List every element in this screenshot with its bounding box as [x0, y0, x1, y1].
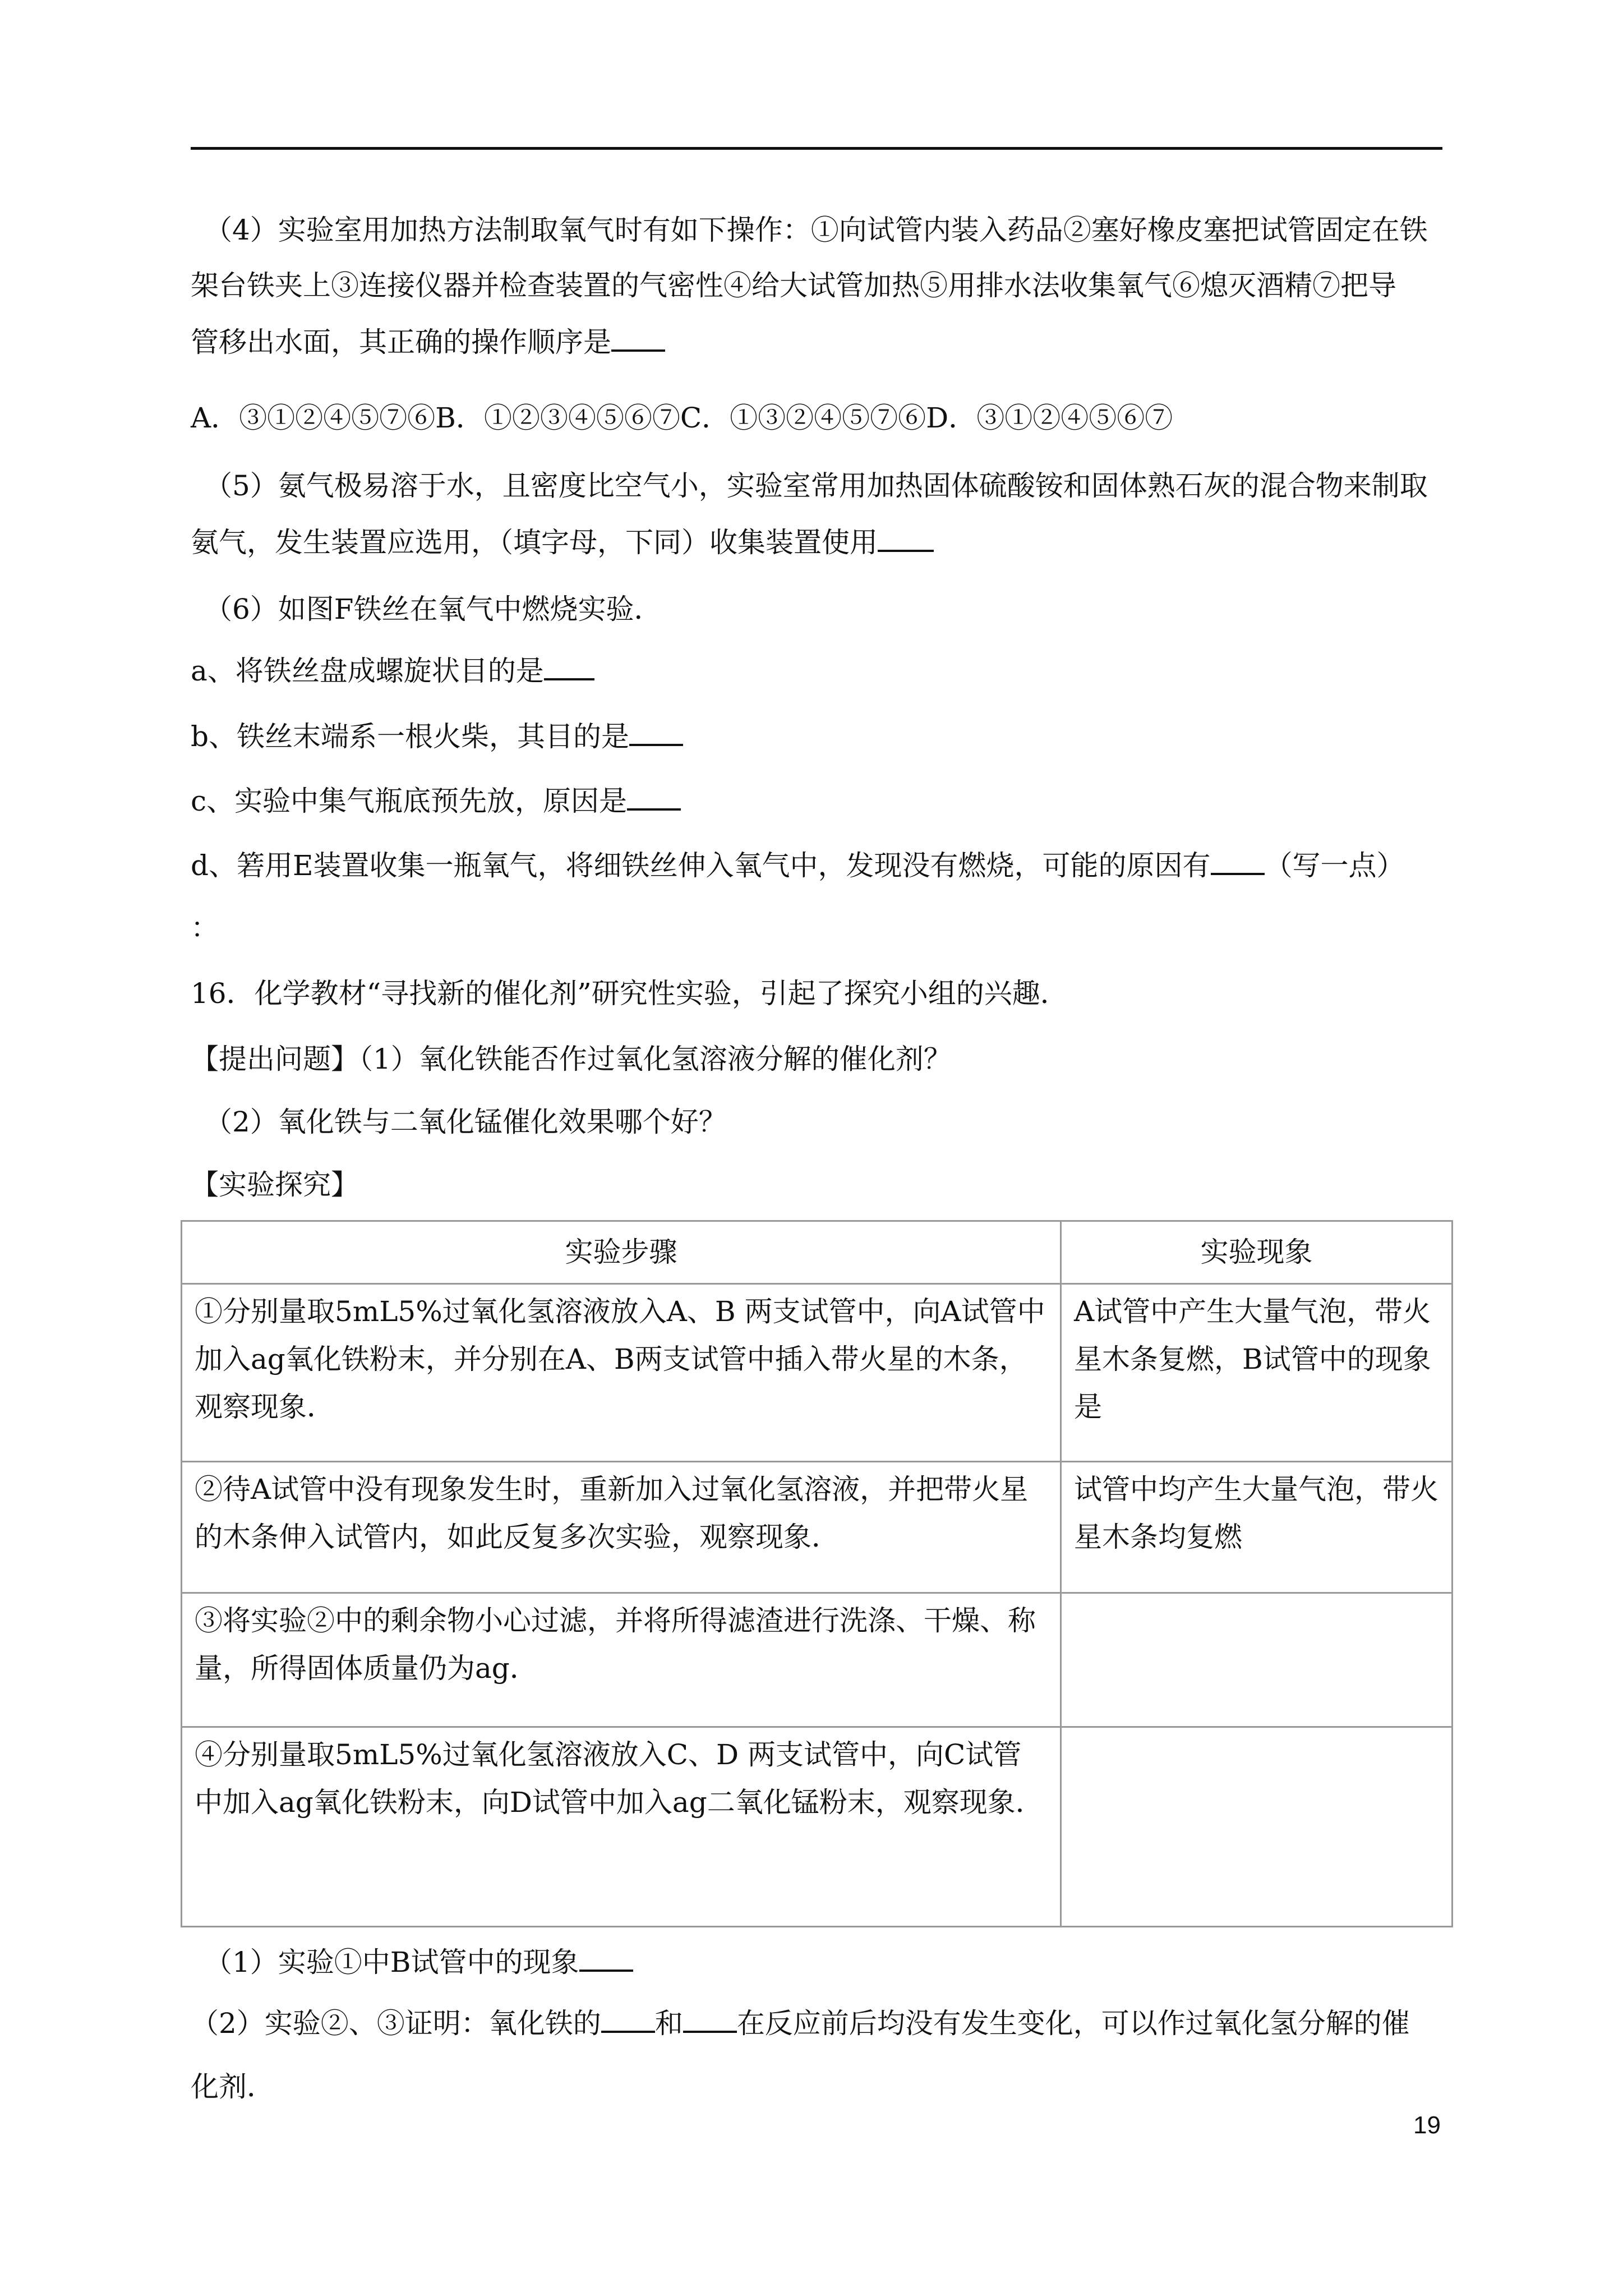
header-phenomenon: 实验现象 [1061, 1221, 1453, 1284]
q5-line-2: 氨气，发生装置应选用，（填字母，下同）收集装置使用 [191, 526, 934, 559]
q4-options: A．③①②④⑤⑦⑥B．①②③④⑤⑥⑦C．①③②④⑤⑦⑥D．③①②④⑤⑥⑦ [191, 402, 1173, 434]
q6-b: b、铁丝末端系一根火柴，其目的是 [191, 720, 683, 753]
table-row [182, 1593, 1453, 1727]
table-header-row [182, 1221, 1453, 1284]
answer-blank [683, 2026, 737, 2033]
q16-answer-2: （2）实验②、③证明：氧化铁的 和 在反应前后均没有发生变化，可以作过氧化氢分解的催 [191, 2007, 1410, 2040]
q16-problem-2: （2）氧化铁与二氧化锰催化效果哪个好？ [204, 1106, 727, 1138]
phenomenon-cell [1061, 1593, 1453, 1727]
step-cell: ④分别量取5mL5%过氧化氢溶液放入C、D 两支试管中，向C试管中加入ag氧化铁粉末，向D试管中加入ag二氧化锰粉末，观察现象． [182, 1727, 1061, 1927]
q16-answer-2-cont: 化剂． [191, 2070, 275, 2103]
answer-blank [611, 345, 665, 352]
q16-intro: 16．化学教材“寻找新的催化剂”研究性实验，引起了探究小组的兴趣． [191, 977, 1068, 1010]
header-steps: 实验步骤 [182, 1221, 1061, 1284]
answer-blank [878, 545, 934, 552]
answer-blank [629, 739, 683, 746]
q6-d-colon: ： [191, 912, 219, 944]
q6-a: a、将铁丝盘成螺旋状目的是 [191, 654, 594, 688]
answer-blank [627, 804, 681, 811]
step-cell: ③将实验②中的剩余物小心过滤，并将所得滤渣进行洗涤、干燥、称量，所得固体质量仍为ag． [182, 1593, 1061, 1727]
q6-c: c、实验中集气瓶底预先放，原因是 [191, 784, 681, 818]
q5-line-1: （5）氨气极易溶于水，且密度比空气小，实验室常用加热固体硫酸铵和固体熟石灰的混合物来制取 [204, 470, 1428, 502]
answer-blank [601, 2026, 655, 2033]
q16-section-title: 【实验探究】 [191, 1168, 359, 1201]
q6-d: d、箬用E装置收集一瓶氧气，将细铁丝伸入氧气中，发现没有燃烧，可能的原因有 （写一点） [191, 849, 1405, 882]
q16-answer-1: （1）实验①中B试管中的现象 [204, 1945, 633, 1979]
phenomenon-cell [1061, 1727, 1453, 1927]
header-rule [191, 147, 1442, 150]
experiment-table [181, 1220, 1453, 1927]
q16-problem-1: 【提出问题】（1）氧化铁能否作过氧化氢溶液分解的催化剂？ [191, 1043, 952, 1075]
step-cell: ②待A试管中没有现象发生时，重新加入过氧化氢溶液，并把带火星的木条伸入试管内，如此反复多次实验，观察现象． [182, 1462, 1061, 1593]
q4-line-2: 架台铁夹上③连接仪器并检查装置的气密性④给大试管加热⑤用排水法收集氧气⑥熄灭酒精⑦把导 [191, 269, 1396, 302]
answer-blank [544, 674, 594, 680]
answer-blank [1211, 868, 1265, 875]
phenomenon-cell: A试管中产生大量气泡，带火星木条复燃，B试管中的现象是 [1061, 1284, 1453, 1462]
page-number: 19 [1413, 2111, 1441, 2139]
q6-line: （6）如图F铁丝在氧气中燃烧实验． [204, 593, 662, 625]
q4-line-1: （4）实验室用加热方法制取氧气时有如下操作：①向试管内装入药品②塞好橡皮塞把试管固定在铁 [204, 214, 1428, 246]
phenomenon-cell: 试管中均产生大量气泡，带火星木条均复燃 [1061, 1462, 1453, 1593]
step-cell: ①分别量取5mL5%过氧化氢溶液放入A、B 两支试管中，向A试管中加入ag氧化铁粉末，并分别在A、B两支试管中插入带火星的木条，观察现象． [182, 1284, 1061, 1462]
answer-blank [579, 1965, 633, 1972]
table-row [182, 1284, 1453, 1462]
table-row [182, 1462, 1453, 1593]
table-row [182, 1727, 1453, 1927]
q4-line-3: 管移出水面，其正确的操作顺序是 [191, 325, 665, 359]
